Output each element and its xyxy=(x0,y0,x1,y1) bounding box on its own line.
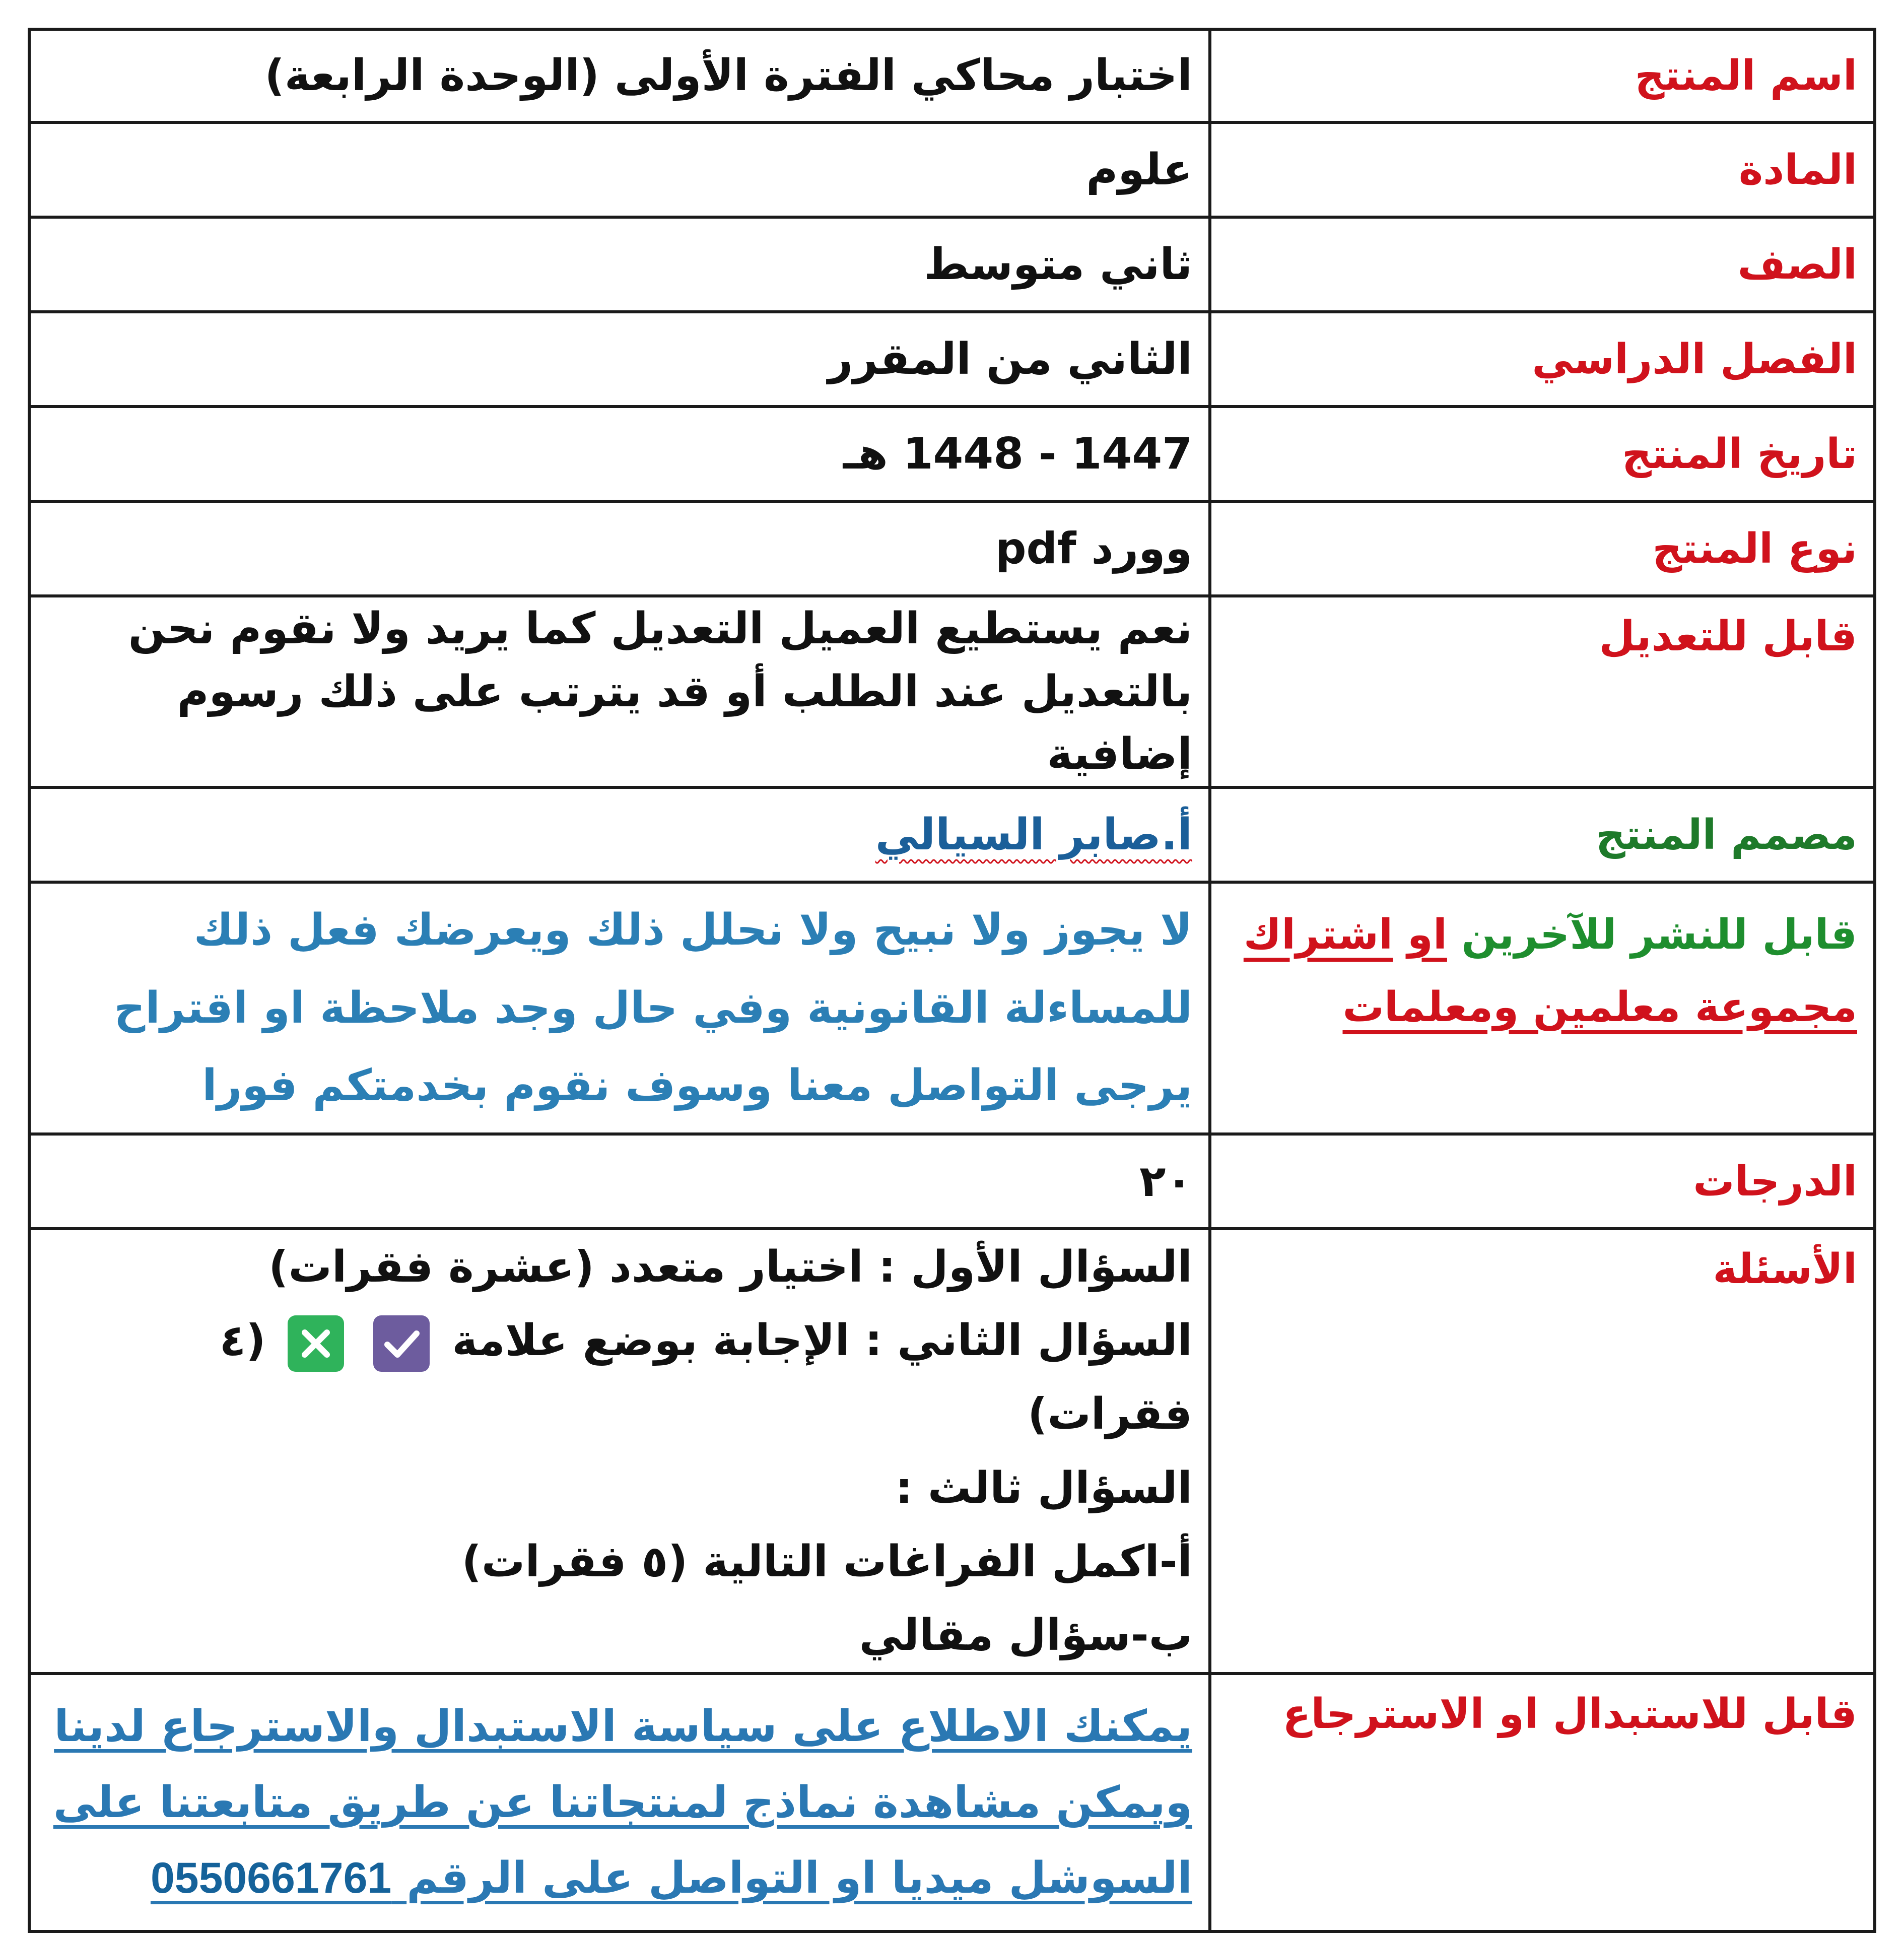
value-date: 1447 - 1448 هـ xyxy=(29,407,1210,501)
value-grade: ثاني متوسط xyxy=(29,217,1210,312)
label-grades: الدرجات xyxy=(1210,1134,1875,1229)
row-semester xyxy=(29,312,1875,407)
value-designer xyxy=(29,787,1210,882)
row-exchange xyxy=(29,1674,1875,1931)
phone-number[interactable]: 0550661761 xyxy=(150,1854,392,1903)
row-grade xyxy=(29,217,1875,312)
value-product-name: اختبار محاكي الفترة الأولى (الوحدة الرابعة) xyxy=(29,29,1210,122)
value-editable: نعم يستطيع العميل التعديل كما يريد ولا نقوم نحن بالتعديل عند الطلب أو قد يترتب على ذلك رسوم إضافية xyxy=(29,596,1210,787)
label-type: نوع المنتج xyxy=(1210,501,1875,596)
row-date xyxy=(29,407,1875,501)
designer-name: أ.صابر السيالي xyxy=(875,809,1192,860)
row-questions xyxy=(29,1229,1875,1674)
value-semester: الثاني من المقرر xyxy=(29,312,1210,407)
row-editable xyxy=(29,596,1875,787)
question-1: السؤال الأول : اختيار متعدد (عشرة فقرات) xyxy=(268,1242,1192,1293)
label-publish xyxy=(1210,882,1875,1134)
label-semester: الفصل الدراسي xyxy=(1210,312,1875,407)
exchange-policy-link[interactable] xyxy=(53,1701,1192,1903)
label-exchange: قابل للاستبدال او الاسترجاع xyxy=(1210,1674,1875,1931)
label-subject: المادة xyxy=(1210,122,1875,217)
value-type: وورد pdf xyxy=(29,501,1210,596)
value-subject: علوم xyxy=(29,122,1210,217)
check-icon xyxy=(373,1315,430,1372)
question-2-count: (٤ فقرات) xyxy=(219,1315,1192,1440)
question-2-text: السؤال الثاني : الإجابة بوضع علامة xyxy=(452,1315,1192,1366)
label-product-name: اسم المنتج xyxy=(1210,29,1875,122)
row-publish xyxy=(29,882,1875,1134)
value-exchange xyxy=(29,1674,1210,1931)
question-3a: أ-اكمل الفراغات التالية (٥ فقرات) xyxy=(461,1536,1192,1587)
label-publish-part1: قابل للنشر للآخرين xyxy=(1461,911,1857,959)
row-product-name xyxy=(29,29,1875,122)
row-subject xyxy=(29,122,1875,217)
label-designer-text: مصمم المنتج xyxy=(1595,811,1857,859)
product-info-table xyxy=(28,28,1876,1933)
row-type xyxy=(29,501,1875,596)
cross-icon xyxy=(288,1315,344,1372)
value-questions xyxy=(29,1229,1210,1674)
value-publish xyxy=(29,882,1210,1134)
exchange-text: يمكنك الاطلاع على سياسة الاستبدال والاسترجاع لدينا ويمكن مشاهدة نماذج لمنتجاتنا عن طريق متابعتنا على السوشل ميديا او التواصل على الرقم xyxy=(53,1701,1192,1904)
publish-text: لا يجوز ولا نبيح ولا نحلل ذلك ويعرضك فعل ذلك للمساءلة القانونية وفي حال وجد ملاحظة او اقتراح يرجى التواصل معنا وسوف نقوم بخدمتكم فورا xyxy=(114,904,1192,1111)
question-3: السؤال ثالث : xyxy=(895,1462,1192,1513)
label-designer xyxy=(1210,787,1875,882)
question-3b: ب-سؤال مقالي xyxy=(859,1610,1192,1660)
label-publish-part2: او xyxy=(1407,911,1447,959)
label-date: تاريخ المنتج xyxy=(1210,407,1875,501)
label-grade: الصف xyxy=(1210,217,1875,312)
label-publish-part3: اشتراك مجموعة معلمين ومعلمات xyxy=(1243,911,1857,1031)
row-designer xyxy=(29,787,1875,882)
row-grades xyxy=(29,1134,1875,1229)
question-2 xyxy=(47,1304,1192,1451)
label-editable: قابل للتعديل xyxy=(1210,596,1875,787)
label-questions: الأسئلة xyxy=(1210,1229,1875,1674)
value-grades: ٢٠ xyxy=(29,1134,1210,1229)
